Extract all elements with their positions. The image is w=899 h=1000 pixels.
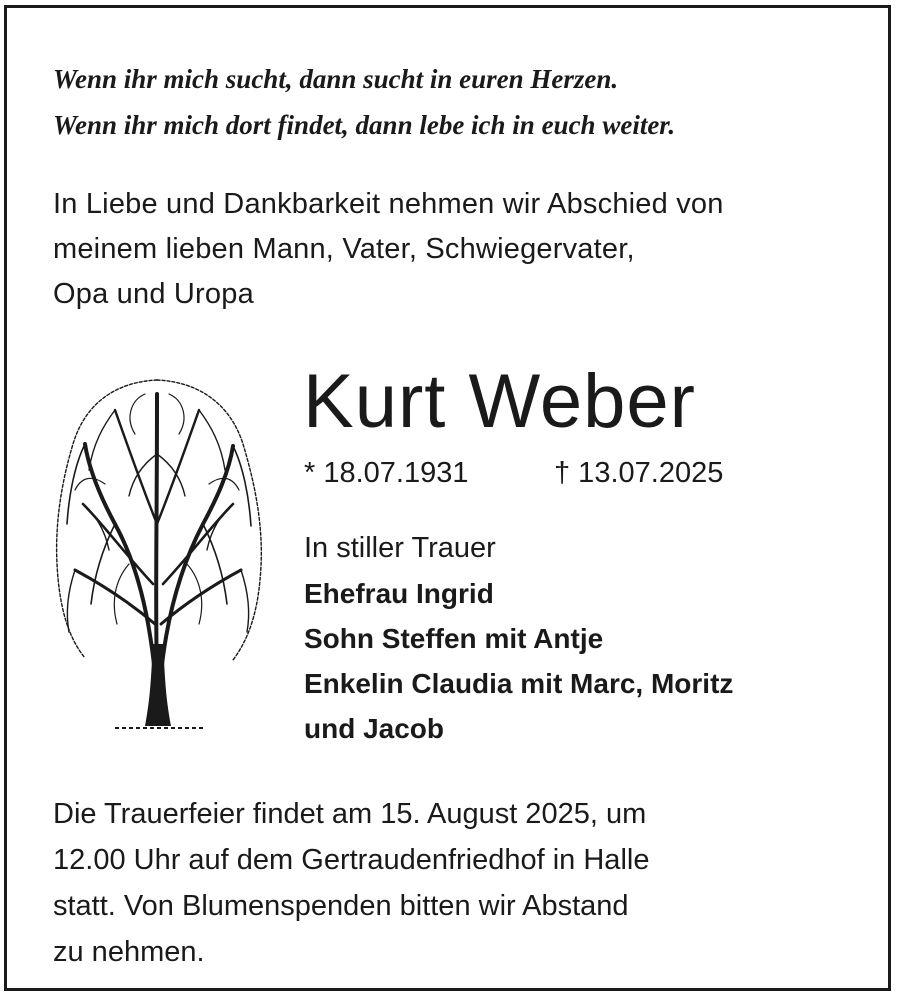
service-line-1: Die Trauerfeier findet am 15. August 2025, um bbox=[53, 798, 647, 830]
service-line-2: 12.00 Uhr auf dem Gertraudenfriedhof in Halle bbox=[53, 844, 650, 876]
motto-line-2: Wenn ihr mich dort findet, dann lebe ich in euch weiter. bbox=[53, 110, 676, 140]
mourning-label: In stiller Trauer bbox=[304, 532, 496, 564]
mourners-block bbox=[304, 526, 733, 751]
mourner-line: und Jacob bbox=[304, 713, 445, 744]
funeral-service-text bbox=[53, 791, 649, 975]
mourner-line: Ehefrau Ingrid bbox=[304, 578, 494, 609]
life-dates bbox=[304, 451, 724, 495]
death-date: † 13.07.2025 bbox=[554, 457, 724, 489]
intro-line-1: In Liebe und Dankbarkeit nehmen wir Abschied von bbox=[53, 188, 724, 220]
service-line-4: zu nehmen. bbox=[53, 936, 205, 968]
motto-line-1: Wenn ihr mich sucht, dann sucht in euren Herzen. bbox=[53, 64, 619, 94]
deceased-name: Kurt Weber bbox=[303, 359, 696, 444]
motto-quote bbox=[53, 56, 675, 148]
intro-line-2: meinem lieben Mann, Vater, Schwiegervater, bbox=[53, 233, 635, 265]
mourner-line: Sohn Steffen mit Antje bbox=[304, 623, 604, 654]
obituary-notice bbox=[4, 5, 891, 991]
birth-date: * 18.07.1931 bbox=[304, 457, 469, 489]
tree-icon bbox=[45, 374, 271, 734]
service-line-3: statt. Von Blumenspenden bitten wir Abstand bbox=[53, 890, 629, 922]
mourner-line: Enkelin Claudia mit Marc, Moritz bbox=[304, 668, 734, 699]
intro-text bbox=[53, 182, 724, 317]
intro-line-3: Opa und Uropa bbox=[53, 278, 254, 310]
